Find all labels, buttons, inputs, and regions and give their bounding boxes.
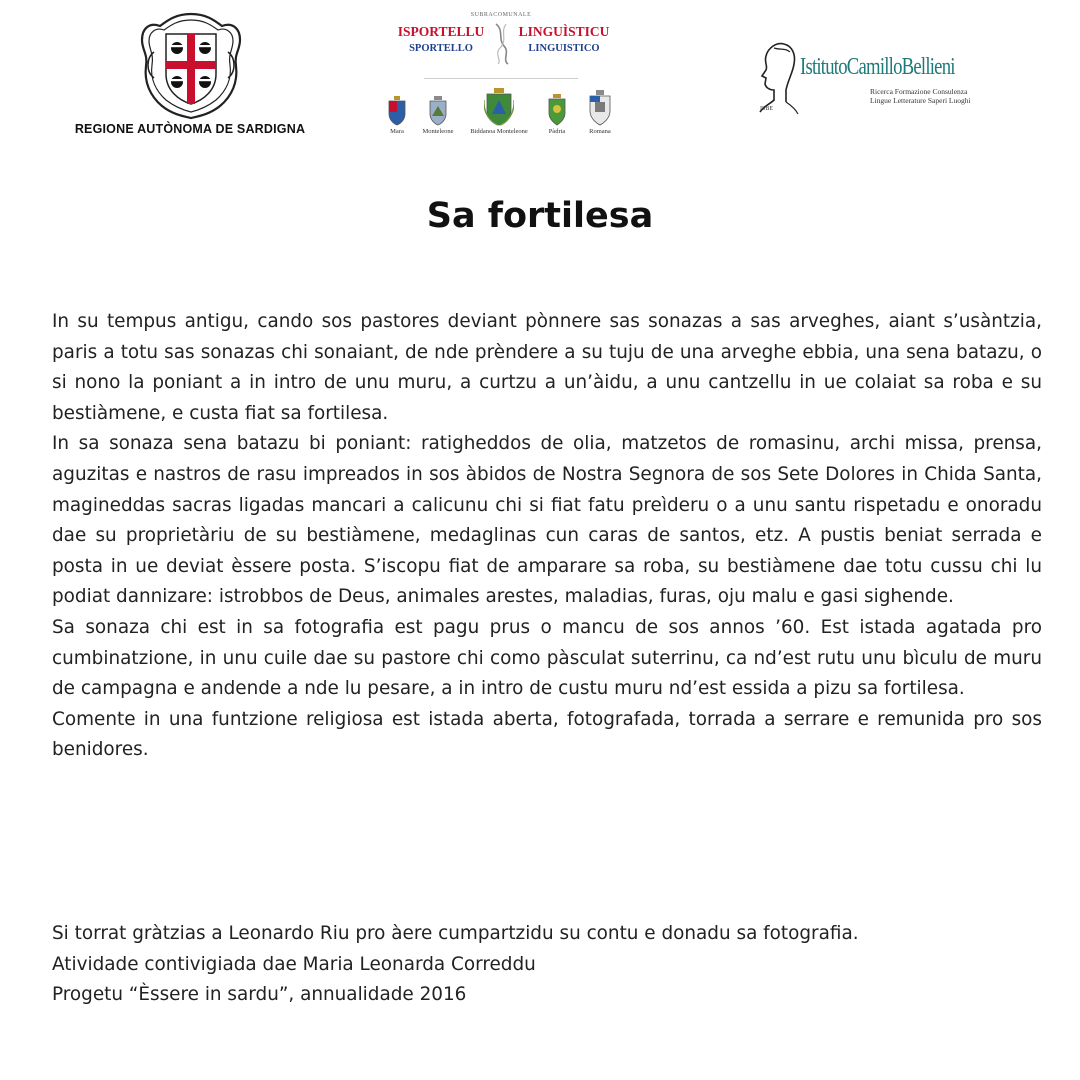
sportello-ornament-icon <box>488 20 516 66</box>
monteleone-crest-icon <box>427 96 449 126</box>
region-logo-label: REGIONE AUTÒNOMA DE SARDIGNA <box>74 122 306 136</box>
story-paragraph: In su tempus antigu, cando sos pastores deviant pònnere sas sonazas a sas arveghes, aiant s’usàntzia, paris a totu sas sonazas chi sonaiant, de nde prèndere a su tuju de una arveghe ebbia, una sena batazu, o si nono la poniant a in intro de unu muru, a curtzu a un’àidu, a unu cantzellu in ue colaiat sa roba e su bestiàmene, e custa fiat sa fortilesa. <box>52 311 1042 424</box>
region-logo <box>62 12 318 142</box>
sportello-linguistico-logo <box>380 10 622 140</box>
sportello-divider <box>424 78 578 79</box>
municipality-crests <box>380 88 622 140</box>
istituto-camillo-bellieni-logo <box>756 40 980 120</box>
crest-monteleone: Monteleone <box>418 96 458 135</box>
sportello-subtitle: SUBRACOMUNALE <box>470 12 532 18</box>
isbe-subtitle-line2: Lingue Letterature Saperi Luoghi <box>870 96 971 105</box>
credit-project: Progetu “Èssere in sardu”, annualidade 2016 <box>52 984 467 1006</box>
story-paragraph: In sa sonaza sena batazu bi poniant: ratigheddos de olia, matzetos de romasinu, archi missa, prensa, aguzitas e nastros de rasu impreados in sos àbidos de Nostra Segnora de sos Sete Dolores in Chida Santa, magineddas sacras ligadas mancari a calicunu chi si fiat fatu preìderu o a unu santu rispetadu e onoradu dae su proprietàriu de su bestiàmene, medaglinas cun caras de santos, etz. A pustis beniat serrada e posta in ue deviat èssere posta. S’iscopu fiat de amparare sa roba, su bestiàmene dae totu cussu chi lu podiat dannizare: istrobbos de Deus, animales arestes, maladias, furas, oju malu e gasi sighende. <box>52 433 1042 608</box>
story-paragraph: Sa sonaza chi est in sa fotografia est pagu prus o mancu de sos annos ’60. Est istada agatada pro cumbinatzione, in unu cuile dae su pastore chi como pàsculat suterrinu, ca nd’est rutu unu bìculu de muru de campagna e andende a nde lu pesare, a in intro de custu muru nd’est essida a pizu sa fortilesa. <box>52 616 1042 700</box>
isbe-mark: ISBE <box>760 106 774 112</box>
crest-romana: Romana <box>580 90 620 135</box>
credit-thanks: Si torrat gràtzias a Leonardo Riu pro àere cumpartzidu su contu e donadu sa fotografia. <box>52 923 859 944</box>
crest-mara: Mara <box>382 96 412 135</box>
page-title: Sa fortilesa <box>426 196 654 236</box>
biddanoa-monteleone-crest-icon <box>484 88 514 126</box>
crest-biddanoa-monteleone: Biddanoa Monteleone <box>464 88 534 135</box>
sportello-title-right-blue: LINGUISTICO <box>528 43 600 54</box>
sportello-title-left <box>392 24 490 54</box>
crest-padria: Pàdria <box>540 94 574 135</box>
sardinia-four-moors-crest-icon <box>136 12 246 120</box>
romana-crest-icon <box>587 90 613 126</box>
sportello-title-left-red: ISPORTELLU <box>397 24 485 39</box>
isbe-title: IstitutoCamilloBellieni <box>800 54 955 80</box>
sportello-title-right-red: LINGUÌSTICU <box>518 24 610 39</box>
isbe-subtitle-line1: Ricerca Formazione Consulenza <box>870 87 968 96</box>
story-paragraph: Comente in una funtzione religiosa est istada aberta, fotografada, torrada a serrare e remunida pro sos benidores. <box>52 708 1042 761</box>
padria-crest-icon <box>546 94 568 126</box>
sportello-title-right <box>514 24 614 54</box>
sportello-title-left-blue: SPORTELLO <box>409 43 473 54</box>
credits-block <box>52 919 1042 1011</box>
profile-portrait-icon <box>756 40 800 116</box>
story-body <box>52 307 1042 766</box>
mara-crest-icon <box>387 96 407 126</box>
credit-supervisor: Atividade contivigiada dae Maria Leonarda Correddu <box>52 953 536 975</box>
